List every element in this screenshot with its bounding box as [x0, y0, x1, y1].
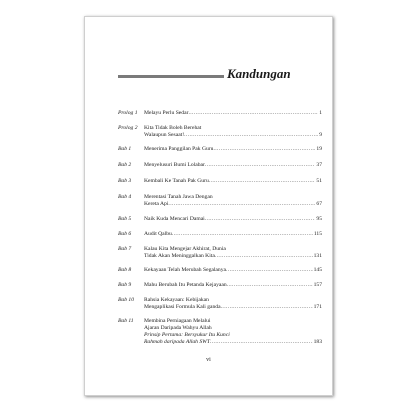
toc-entry-label: Bab 9 — [118, 282, 132, 288]
toc-entry-title: Menerima Panggilan Pak Guru — [144, 146, 214, 152]
leader-dots — [168, 201, 315, 208]
toc-entry — [118, 231, 322, 238]
toc-entry-page: 131 — [313, 253, 322, 259]
leader-dots — [227, 282, 313, 289]
toc-entry — [118, 125, 322, 139]
toc-entry — [118, 267, 322, 274]
toc-entry-label: Bab 11 — [118, 318, 134, 324]
toc-entry-page: 183 — [313, 339, 322, 345]
toc-entry-page: 115 — [313, 231, 322, 237]
toc-entry-title: Kita Tidak Boleh Berehat — [144, 125, 202, 131]
leader-dots — [210, 339, 313, 346]
toc-entry — [118, 146, 322, 153]
toc-entry-title: Kembali Ke Tanah Pak Guru — [144, 178, 209, 184]
toc-entry-title: Naik Kuda Mencari Damai — [144, 216, 205, 222]
toc-entry — [118, 282, 322, 289]
toc-entry-page: 1 — [319, 110, 322, 116]
title-rule — [118, 75, 224, 78]
toc-entry-page: 157 — [313, 282, 322, 288]
leader-dots — [188, 110, 318, 117]
toc-entry-page: 95 — [316, 216, 322, 222]
leader-dots — [172, 231, 313, 238]
toc-entry-title: Audit Qalbu — [144, 231, 172, 237]
leader-dots — [205, 162, 316, 169]
toc-entry-page: 171 — [313, 304, 322, 310]
toc-entry-label: Bab 10 — [118, 297, 135, 303]
toc-entry-title-cont: Mengaplikasi Formula Kali ganda — [144, 304, 221, 310]
toc-entry — [118, 110, 322, 117]
toc-entry-title: Menyelusuri Bumi Lolabar — [144, 162, 205, 168]
toc-entry-page: 51 — [316, 178, 322, 184]
toc-entry-label: Bab 4 — [118, 194, 132, 200]
toc-entry-label: Bab 8 — [118, 267, 132, 273]
leader-dots — [221, 304, 313, 311]
toc-entry-title: Kalau Kita Mengejar Akhirat, Dunia — [144, 246, 226, 252]
toc-entry — [118, 216, 322, 223]
toc-entry-title: Rahsia Kekayaan: Kebijakan — [144, 297, 209, 303]
toc-entry-label: Bab 2 — [118, 162, 132, 168]
toc-entry-subtitle-cont: Rahmah daripada Allah SWT — [144, 339, 210, 345]
book-page — [84, 16, 333, 396]
toc-entry-label: Bab 7 — [118, 246, 132, 252]
toc-entry — [118, 318, 322, 346]
toc-entry-title-cont: Kereta Api — [144, 201, 169, 207]
toc-entry-label: Bab 6 — [118, 231, 132, 237]
toc-entry-page: 9 — [319, 132, 322, 138]
toc-entry-page: 67 — [316, 201, 322, 207]
toc-entry-label: Prolog 2 — [118, 125, 138, 131]
toc-entry-title-cont: Ajaran Daripada Wahyu Allah — [144, 325, 212, 331]
leader-dots — [213, 146, 315, 153]
toc-entry-label: Prolog 1 — [118, 110, 138, 116]
toc-entry-subtitle: Prinsip Pertama: Bersyukur Itu Kunci — [144, 332, 230, 338]
toc-entry — [118, 162, 322, 169]
leader-dots — [226, 267, 313, 274]
toc-entry — [118, 246, 322, 260]
leader-dots — [184, 132, 318, 139]
toc-entry — [118, 194, 322, 208]
leader-dots — [205, 216, 316, 223]
leader-dots — [209, 178, 316, 185]
toc-entry-title: Merentasi Tanah Jawa Dengan — [144, 194, 213, 200]
toc-entry-title: Melayu Perlu Sedar — [144, 110, 189, 116]
toc-entry-label: Bab 5 — [118, 216, 132, 222]
table-of-contents — [118, 110, 322, 346]
page-title: Kandungan — [227, 66, 291, 81]
toc-entry-label: Bab 1 — [118, 146, 132, 152]
page-number: vi — [206, 357, 211, 363]
toc-entry-page: 145 — [313, 267, 322, 273]
toc-entry-title-cont: Tidak Akan Meninggalkan Kita — [144, 253, 215, 259]
toc-entry-title: Mahu Berubah Itu Petanda Kejayaan — [144, 282, 227, 288]
toc-entry-title: Membina Perniagaan Melalui — [144, 318, 211, 324]
toc-entry-title: Kekayaan Telah Merubah Segalanya — [144, 267, 226, 273]
toc-entry-page: 37 — [316, 162, 322, 168]
toc-entry — [118, 297, 322, 311]
toc-entry-title-cont: Walaupun Sesaat! — [144, 132, 185, 138]
toc-entry-page: 19 — [316, 146, 322, 152]
toc-entry-label: Bab 3 — [118, 178, 132, 184]
leader-dots — [215, 253, 313, 260]
toc-entry — [118, 178, 322, 185]
